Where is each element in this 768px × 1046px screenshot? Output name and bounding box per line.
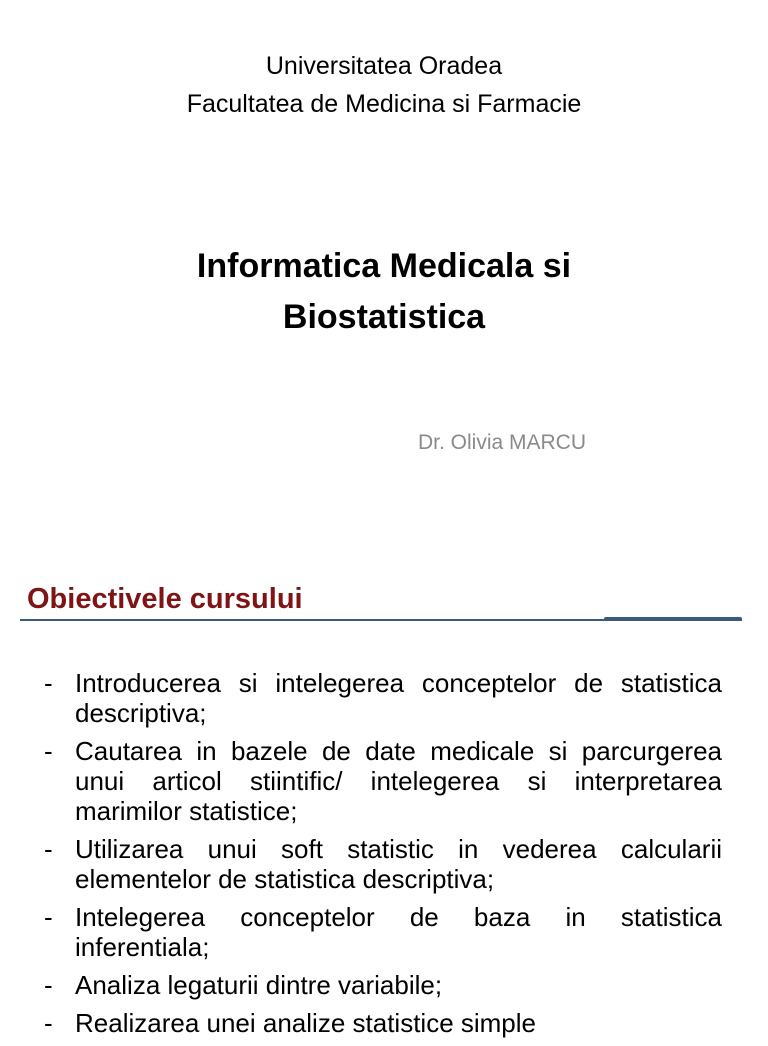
- course-title: [0, 241, 768, 343]
- bullet-dash: -: [44, 736, 53, 766]
- list-item-text: Utilizarea unui soft statistic in vederea calcularii elementelor de statistica descriptiva;: [75, 834, 722, 894]
- objectives-list: [44, 668, 722, 1046]
- objectives-slide: [0, 565, 768, 1038]
- course-title-line-2: Biostatistica: [282, 298, 486, 336]
- bullet-dash: -: [44, 970, 53, 1000]
- course-title-line-1: Informatica Medicala si: [196, 247, 572, 285]
- bullet-dash: -: [44, 834, 53, 864]
- author-name: Dr. Olivia MARCU: [418, 431, 587, 454]
- list-item-text: Analiza legaturii dintre variabile;: [75, 970, 443, 1000]
- list-item-text: Realizarea unei analize statistice simple: [75, 1008, 537, 1038]
- list-item: [44, 668, 722, 728]
- list-item-text: Intelegerea conceptelor de baza in statistica inferentiala;: [75, 902, 722, 962]
- institution-block: [0, 47, 768, 123]
- title-underline-accent: [604, 617, 742, 621]
- list-item: [44, 902, 722, 962]
- university-name: Universitatea Oradea: [265, 52, 503, 80]
- bullet-dash: -: [44, 1008, 53, 1038]
- faculty-name: Facultatea de Medicina si Farmacie: [186, 90, 582, 118]
- bullet-dash: -: [44, 902, 53, 932]
- list-item: [44, 1008, 722, 1038]
- bullet-dash: -: [44, 668, 53, 698]
- list-item: [44, 736, 722, 826]
- list-item: [44, 834, 722, 894]
- objectives-title: Obiectivele cursului: [27, 583, 303, 615]
- list-item-text: Introducerea si intelegerea conceptelor de statistica descriptiva;: [75, 668, 722, 728]
- list-item-text: Cautarea in bazele de date medicale si parcurgerea unui articol stiintific/ intelegerea si interpretarea marimilor statistice;: [75, 736, 722, 826]
- list-item: [44, 970, 722, 1000]
